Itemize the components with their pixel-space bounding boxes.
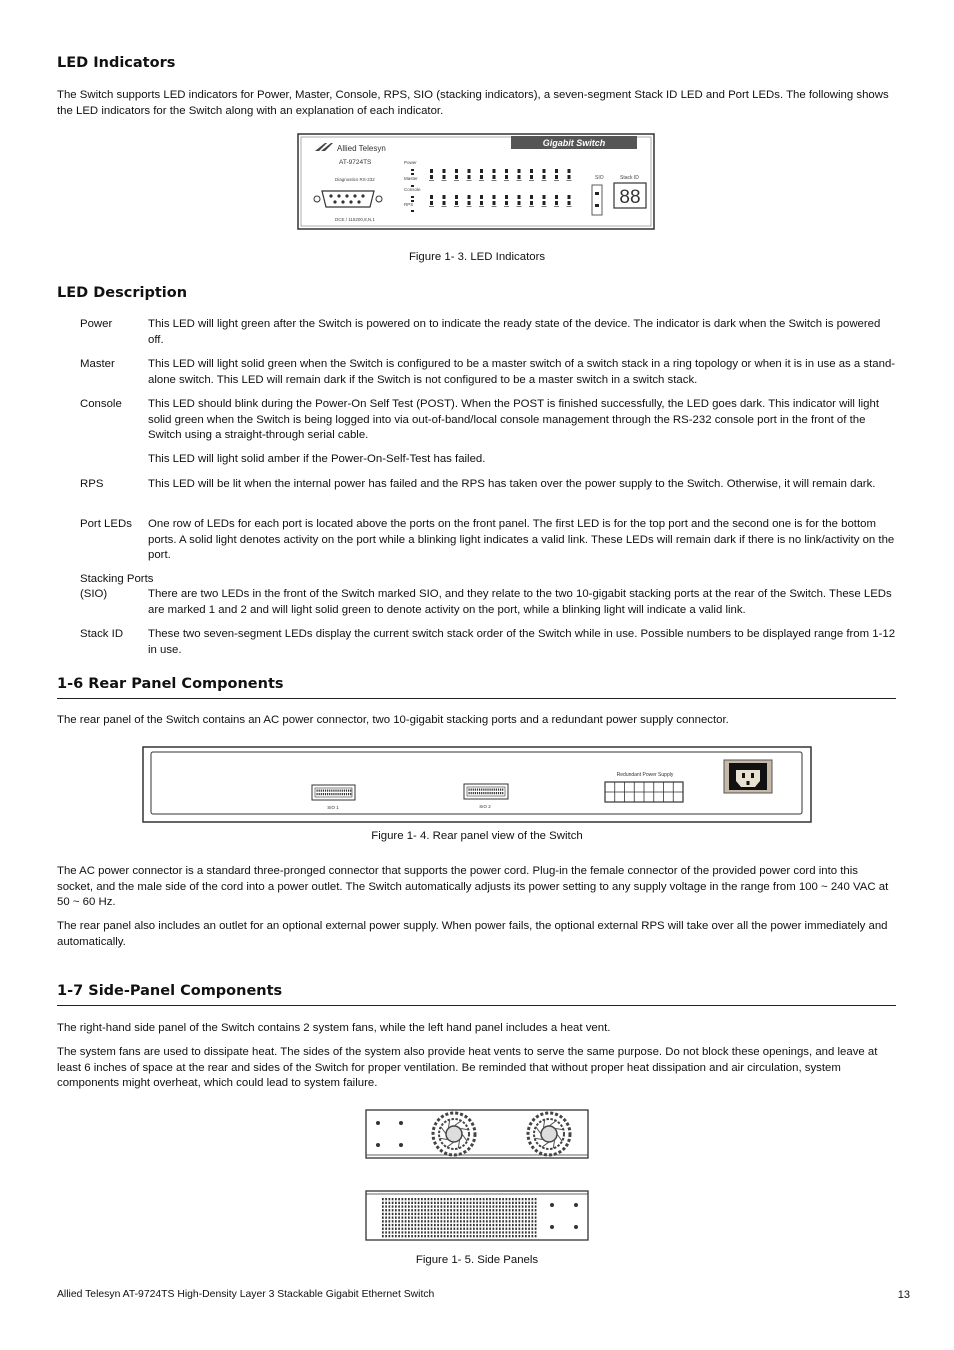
front-panel-bottom-label: DCE / 115200,8,N,1 [335,217,375,222]
led-label-master: Master [404,176,418,181]
fan-icon [528,1113,570,1155]
section-heading-side-panel: 1-7 Side-Panel Components [57,983,283,999]
page-number: 13 [897,1289,910,1301]
front-panel-brand: Allied Telesyn [337,144,386,153]
front-panel-banner-text: Gigabit Switch [542,138,606,148]
stack-id-digits: 88 [619,187,641,208]
led-indicators-intro: The Switch supports LED indicators for Power, Master, Console, RPS, SIO (stacking indicators), a seven-segment Stack ID LED and Port LEDs. The following shows the LED indicators for the Switch along with an explanation of each indicator. [57,89,889,117]
desc-master: This LED will light solid green when the Switch is configured to be a master switch of a switch stack in a ring topology or when it is in use as a stand-alone switch. This LED will remain dark if the Switch is not configured to be a master switch in a switch stack. [148,358,896,386]
heading-rule [57,1005,896,1006]
section-heading-led-indicators: LED Indicators [57,55,176,71]
desc-sio: There are two LEDs in the front of the Switch marked SIO, and they relate to the two 10-gigabit stacking ports at the rear of the Switch. These LEDs are marked 1 and 2 and will light solid green to denote activity on the port, while a blinking light will indicate a valid link. [148,588,892,616]
vent-side-panel-figure [365,1190,589,1241]
led-label-power: Power [404,160,417,165]
rear-panel-rps-paragraph: The rear panel also includes an outlet for an optional external power supply. When power fails, the optional external RPS will take over all the power immediately and automatically. [57,920,888,948]
fan-side-panel-figure [365,1109,589,1159]
term-port-leds: Port LEDs [80,518,132,530]
term-master: Master [80,358,115,370]
rs232-port-icon [322,191,374,207]
heading-rule [57,698,896,699]
term-console: Console [80,398,122,410]
term-stack-id: Stack ID [80,628,124,640]
desc-console-amber: This LED will light solid amber if the Power-On-Self-Test has failed. [148,453,486,465]
front-panel-port-label: Diagnostics RS-232 [335,177,375,182]
rps-label: Redundant Power Supply [616,772,674,778]
rear-panel-ac-paragraph: The AC power connector is a standard three-pronged connector that supports the power cord. Plug-in the female connector of the provided power cord into this socket, and the male side of the cord into a power outlet. The Switch automatically adjusts its power setting to any supply voltage in the range from 100 ~ 240 VAC at 50 ~ 60 Hz. [57,865,889,908]
led-label-rps: RPS [404,202,414,207]
term-stacking-ports: Stacking Ports [80,573,154,585]
term-sio: (SIO) [80,588,108,600]
sio-label: SIO [595,175,604,181]
fan-icon [433,1113,475,1155]
rear-panel-figure [142,746,812,823]
figure-caption-rear-panel: Figure 1- 4. Rear panel view of the Switch [371,830,583,842]
led-label-console: Console [404,187,421,192]
desc-console: This LED should blink during the Power-On Self Test (POST). When the POST is finished successfully, the LED goes dark. This indicator will light solid green when the Switch is being logged into via out-of-band/local console management through the RS-232 console port in the front of the Switch using a straight-through serial cable. [148,398,880,441]
ac-power-connector-icon [724,760,772,793]
section-heading-led-description: LED Description [57,285,188,301]
desc-port-leds: One row of LEDs for each port is located above the ports on the front panel. The first LED is for the top port and the second one is for the bottom ports. A solid light denotes activity on the port while a blinking light indicates a valid link. These LEDs will remain dark if there is no link/activity on the port. [148,518,895,561]
term-rps: RPS [80,478,104,490]
rear-panel-intro: The rear panel of the Switch contains an AC power connector, two 10-gigabit stacking ports and a redundant power supply connector. [57,714,729,726]
footer-title: Allied Telesyn AT-9724TS High-Density Layer 3 Stackable Gigabit Ethernet Switch [57,1289,435,1300]
front-panel-model: AT-9724TS [339,159,372,166]
stack-id-label: Stack ID [620,175,639,181]
figure-caption-side-panels: Figure 1- 5. Side Panels [415,1254,539,1266]
desc-power: This LED will light green after the Switch is powered on to indicate the ready state of the device. The indicator is dark when the Switch is powered off. [148,318,881,346]
side-panel-paragraph-2: The system fans are used to dissipate heat. The sides of the system also provide heat vents to serve the same purpose. Do not block these openings, and leave at least 6 inches of space at the rear and sides of the Switch for proper ventilation. Be reminded that without proper heat dissipation and air circulation, system components might overheat, which could lead to system failure. [57,1046,878,1089]
sio2-label: SIO 2 [479,804,491,809]
desc-stack-id: These two seven-segment LEDs display the current switch stack order of the Switch while in use. Possible numbers to be displayed range from 1-12 in use. [148,628,896,656]
section-heading-rear-panel: 1-6 Rear Panel Components [57,676,284,692]
side-panel-paragraph-1: The right-hand side panel of the Switch contains 2 system fans, while the left hand panel includes a heat vent. [57,1022,611,1034]
term-power: Power [80,318,113,330]
rps-connector-icon [605,782,683,802]
desc-rps: This LED will be lit when the internal power has failed and the RPS has taken over the power supply to the Switch. Otherwise, it will remain dark. [148,478,876,490]
sio1-label: SIO 1 [327,805,339,810]
figure-caption-led-indicators: Figure 1- 3. LED Indicators [408,251,546,263]
front-panel-figure [297,133,655,230]
